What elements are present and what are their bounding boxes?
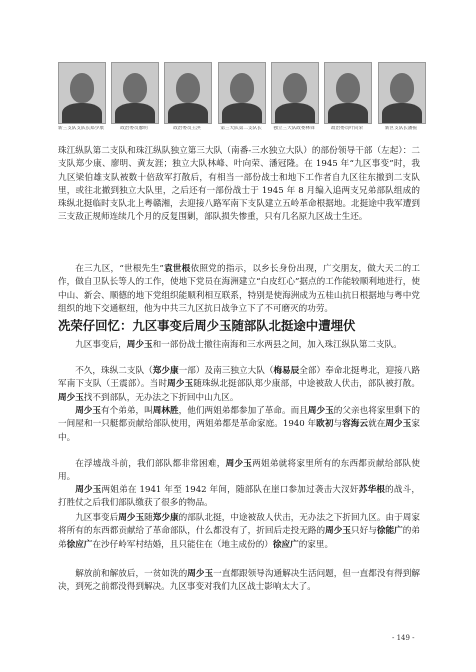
text-segment: 就在 <box>368 419 386 430</box>
text-segment: 的弟弟 <box>58 526 420 550</box>
photo-caption: 政治委员王洪 <box>173 126 201 131</box>
text-segment: 在三九区，“世根先生” <box>75 264 164 274</box>
emphasized-name: 周少玉 <box>58 392 84 403</box>
text-segment: 在浮墟战斗前，我们部队都非常困难， <box>75 459 226 469</box>
body-paragraph <box>58 365 420 405</box>
emphasized-name: 周少玉 <box>126 340 153 350</box>
emphasized-name: 周少玉 <box>75 485 102 495</box>
page-number: - 149 - <box>392 634 415 642</box>
emphasized-name: 周少玉 <box>325 526 352 537</box>
portrait-photo <box>58 62 106 124</box>
text-segment: 九区事变后， <box>75 340 127 350</box>
body-paragraph <box>58 512 420 552</box>
emphasized-name: 苏华根 <box>358 485 386 495</box>
text-segment: 在沙仔岭军村结婚，且只能住在（地主成份的） <box>92 539 273 550</box>
photo-caption: 政治委员廖明 <box>120 126 148 131</box>
text-segment: 九区事变后 <box>75 513 119 523</box>
text-segment: 不久，珠纵二支队（ <box>75 366 153 376</box>
text-segment: 解放前和解放后，一贫如洗的 <box>75 569 188 579</box>
text-segment: 一直都跟领导沟通解决生活问题，但一直都没有得到解决，到死之前都没得到解决。九区事变对我们九区战士影响太大了。 <box>58 569 420 593</box>
photo-strip <box>58 62 428 140</box>
emphasized-name: 郑少康 <box>152 513 179 523</box>
body-paragraph <box>58 484 420 511</box>
text-segment: 珠江纵队第二支队和珠江纵队独立第三大队（南番-三水独立大队）的部份领导干部（左起）：二支队郑少康、廖明、黄友涯；独立大队林峰、叶向荣、潘冠隆。在 1945 年“九区事变”时，我九区梁伯雄支队被数十倍敌军打散后，有相当一部份战士和地下工作者自九区往东撤到二支队里，或往北撤到独立大队里，之后还有一部份战士于 1945 年 8 月编入追两支兄弟部队组成的珠纵北挺临时支队北上粤赣湘，去迎接八路军南下支队建立五岭革命根据地。北挺途中我军遭到三支敌正规师连续几个月的反复围剿，部队损失惨重，只有几名原九区战士生还。 <box>58 146 420 223</box>
text-segment: 一部）及南三独立大队（ <box>178 366 274 376</box>
photo-caption: 新区支队长潘振 <box>384 126 418 131</box>
portrait-photo <box>218 62 266 124</box>
emphasized-name: 周少玉 <box>385 419 412 430</box>
text-segment: 两姐弟在 1941 年至 1942 年间，随部队在崖口参加过袭击大汊奸 <box>101 485 359 495</box>
text-segment: 随珠纵北挺部队郑少康部，中途被敌人伏击，部队被打散。 <box>193 379 420 390</box>
section-heading: 冼荣仔回忆：九区事变后周少玉随部队北挺途中遭埋伏 <box>58 318 356 333</box>
paragraph-yuan-shigen <box>58 263 420 316</box>
emphasized-name: 周林胜 <box>152 406 179 416</box>
emphasized-name: 欧初 <box>316 419 334 430</box>
body-paragraph <box>58 568 420 595</box>
body-paragraph <box>58 458 420 485</box>
text-segment: 有个弟弟，叫 <box>101 406 153 416</box>
text-segment: 和一部份战士撤往南海和三水两县之间，加入珠江纵队第二支队。 <box>152 340 402 350</box>
emphasized-name: 徐应广 <box>272 539 299 550</box>
text-segment: 的部队北挺，中途被敌人伏击，无办法之下折回九区。由于周家将所有的东西都贡献给了革命部队，什么都没有了，折回后走投无路的 <box>58 513 420 537</box>
portrait-photo <box>271 62 319 124</box>
emphasized-name: 容海云 <box>342 419 369 430</box>
portrait-photo <box>111 62 159 124</box>
text-segment: 与 <box>333 419 343 430</box>
text-segment: 的父亲也将家里剩下的一间屋和一只艇都贡献给部队使用，两姐弟都是革命家庭。1940 年 <box>58 406 420 430</box>
photo-caption-paragraph <box>58 145 420 225</box>
text-segment: ，他们两姐弟都参加了革命。而且 <box>178 406 308 416</box>
emphasized-name: 袁世根 <box>163 264 191 274</box>
portrait-photo <box>324 62 372 124</box>
text-segment: 的家里。 <box>298 539 334 550</box>
photo-caption: 政治委员叶向荣 <box>330 126 364 131</box>
emphasized-name: 徐应广 <box>66 539 93 550</box>
emphasized-name: 周少玉 <box>118 513 145 523</box>
text-segment: 的战斗，打胜仗之后我们部队缴获了很多的物品。 <box>58 485 420 509</box>
text-segment: 两姐弟就将家里所有的东西都贡献给部队使用。 <box>58 459 420 483</box>
body-paragraph <box>58 339 420 352</box>
emphasized-name: 周少玉 <box>167 379 194 390</box>
emphasized-name: 周少玉 <box>307 406 334 416</box>
body-paragraph <box>58 405 420 445</box>
text-segment: 全部）奉命北挺粤北，迎接八路军南下支队（王震部）。当时 <box>58 366 420 390</box>
photo-caption: 独立三大队政委林锋 <box>273 126 315 131</box>
emphasized-name: 徐能广 <box>376 526 403 537</box>
text-segment: 依照党的指示，以乡长身份出现，广交朋友，做大天二的工作，做自卫队长等人的工作，使地下党员在海洲建立“白皮红心”据点的工作能较顺利地进行，使中山、新会、顺德的地下党组织能顺利相互联系，特别是使海洲成为五桂山抗日根据地与粤中党组织的地下交通枢纽，他为中共三九区抗日战争立下了不可磨灭的功劳。 <box>58 264 420 314</box>
emphasized-name: 周少玉 <box>225 459 253 469</box>
text-segment: 家中。 <box>58 419 420 443</box>
emphasized-name: 周少玉 <box>75 406 102 416</box>
portrait-photo <box>164 62 212 124</box>
text-segment: 随 <box>144 513 153 523</box>
photo-caption: 第三大队第二支队长 <box>220 126 262 131</box>
text-segment: 只好与 <box>351 526 377 537</box>
emphasized-name: 梅易辰 <box>273 366 300 376</box>
emphasized-name: 郑少康 <box>152 366 179 376</box>
text-segment: 找不到部队，无办法之下折回中山九区。 <box>83 392 239 403</box>
photo-caption: 新三支队支队长郑少康 <box>58 126 104 131</box>
portrait-photo <box>378 62 426 124</box>
emphasized-name: 周少玉 <box>187 569 214 579</box>
